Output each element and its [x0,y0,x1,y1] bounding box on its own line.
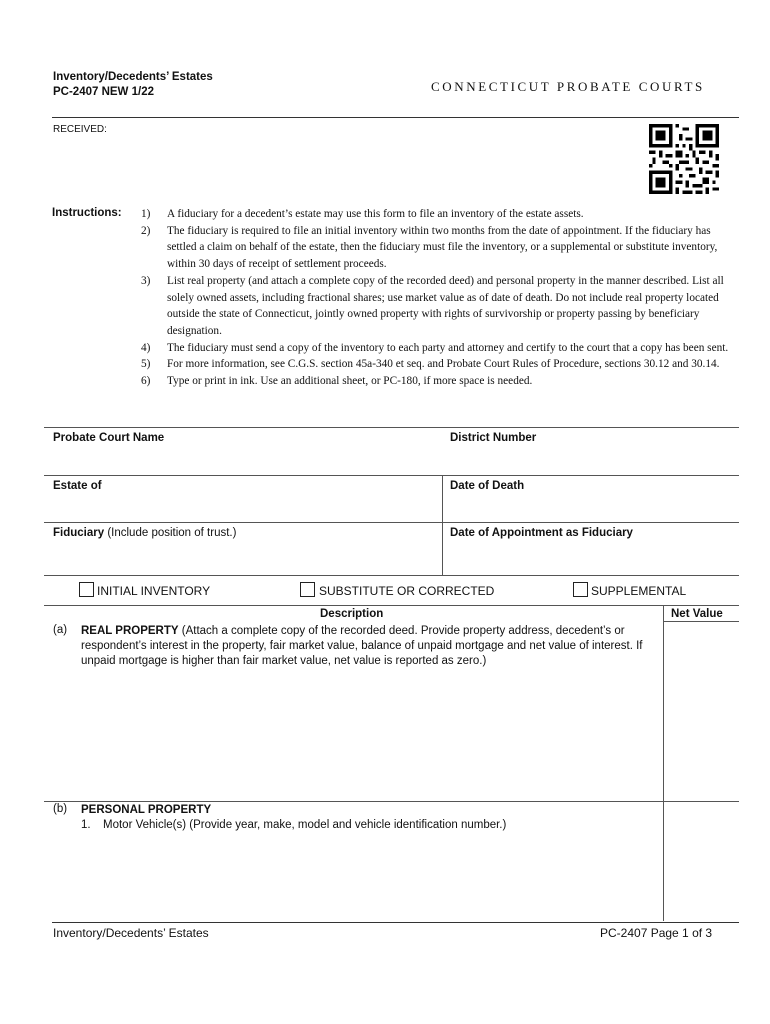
received-label: RECEIVED: [53,124,107,135]
instruction-item [138,223,738,273]
fiduciary-field[interactable] [53,527,236,539]
instruction-text: The fiduciary must send a copy of the inventory to each party and attorney and certify to the court that a copy has been sent. [167,341,729,354]
section-divider [44,801,739,802]
footer-page-number: PC-2407 Page 1 of 3 [600,926,713,940]
table-top-line [44,605,739,606]
instruction-text: A fiduciary for a decedent’s estate may use this form to file an inventory of the estate assets. [167,208,584,220]
instruction-item [138,373,738,390]
initial-inventory-checkbox[interactable] [79,582,94,597]
date-of-appointment-field[interactable]: Date of Appointment as Fiduciary [450,527,633,539]
instruction-number: 2) [141,224,151,237]
instruction-number: 5) [141,358,151,371]
instruction-item [138,356,738,373]
grid-line [44,522,739,523]
supplemental-checkbox[interactable] [573,582,588,597]
personal-property-entry-area[interactable] [44,835,662,920]
instruction-text: For more information, see C.G.S. section 45a-340 et seq. and Probate Court Rules of Procedure, sections 30.12 and 30.14. [167,358,720,371]
net-value-header: Net Value [671,608,723,620]
footer-form-title: Inventory/Decedents’ Estates [53,926,209,940]
section-a-letter: (a) [53,624,68,636]
instructions-list [138,206,738,390]
date-of-death-field[interactable]: Date of Death [450,480,525,492]
grid-line [44,575,739,576]
section-a-instructions: (Attach a complete copy of the recorded deed. Provide property address, decedent’s or respondent’s interest in the property, fair market value, balance of unpaid mortgage and net value of interest. If unpaid mortgage is higher than fair market value, net value is reported as zero.) [81,625,643,667]
footer-divider [52,922,739,923]
instruction-text: List real property (and attach a complete copy of the recorded deed) and personal property in the manner described. List all solely owned assets, including fractional shares; use market value as of date of death. Do not include real property located outside the state of Connecticut, jointly owned property with rights of survivorship or property passing by beneficiary designation. [167,274,724,337]
section-b-title [81,803,211,818]
instruction-number: 6) [141,375,151,388]
instruction-item [138,273,738,340]
form-title-block [53,70,213,100]
qr-code-icon [649,124,719,194]
form-number: PC-2407 NEW 1/22 [53,86,154,98]
instruction-number: 1) [141,208,151,220]
section-b-title-text: PERSONAL PROPERTY [81,804,212,816]
instruction-text: The fiduciary is required to file an initial inventory within two months from the date of appointment. If the fiduciary has settled a claim on behalf of the estate, then the fiduciary must file the inventory, or a supplemental or substitute inventory, within 30 days of receipt of settlement proceeds. [167,224,718,271]
real-property-entry-area[interactable] [44,672,662,800]
grid-line [44,475,739,476]
fiduciary-note: (Include position of trust.) [104,527,237,539]
substitute-or-corrected-label: SUBSTITUTE OR CORRECTED [319,584,495,598]
fiduciary-label: Fiduciary [53,527,105,539]
section-a-text [81,624,657,669]
motor-vehicle-item-number: 1. [81,819,91,831]
section-a-title: REAL PROPERTY [81,625,179,637]
initial-inventory-label: INITIAL INVENTORY [97,584,211,598]
instruction-item [138,340,738,357]
description-header: Description [320,608,384,620]
court-name: CONNECTICUT PROBATE COURTS [431,79,705,94]
form-title: Inventory/Decedents’ Estates [53,71,213,83]
supplemental-label: SUPPLEMENTAL [591,584,687,598]
instructions-label: Instructions: [52,207,122,219]
motor-vehicle-item-text: Motor Vehicle(s) (Provide year, make, model and vehicle identification number.) [103,819,507,831]
personal-property-net-value-field[interactable] [664,802,739,920]
substitute-or-corrected-checkbox[interactable] [300,582,315,597]
real-property-net-value-field[interactable] [664,622,739,800]
district-number-field[interactable]: District Number [450,432,537,444]
instruction-number: 4) [141,341,151,354]
instruction-number: 3) [141,274,151,287]
estate-of-field[interactable]: Estate of [53,480,102,492]
instruction-item [138,206,738,223]
probate-court-name-field[interactable]: Probate Court Name [53,432,165,444]
header-divider [52,117,739,118]
grid-line [44,427,739,428]
instruction-text: Type or print in ink. Use an additional sheet, or PC-180, if more space is needed. [167,375,533,388]
grid-divider [442,475,443,575]
section-b-letter: (b) [53,803,68,815]
